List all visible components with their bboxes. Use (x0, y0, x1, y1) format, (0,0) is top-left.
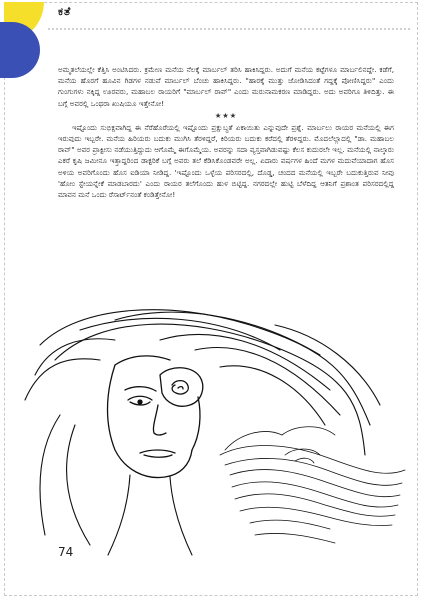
article-body (58, 64, 394, 200)
header-divider (48, 28, 410, 30)
face (108, 356, 203, 478)
paragraph-2: ಇಷ್ಟೊಂದು ಸುಭಿಕ್ಷವಾಗಿದ್ದ ಈ ನೆರೆಹೊರೆಯಲ್ಲಿ ಇಷ್ಟೊಂದು ಪ್ರಕ್ಷುಬ್ಧತೆ ಏಕಾಯಿತು ಎನ್ನುವುದೇ ಪ್ರಶ್ನೆ. ಮಾರ್ಬಲು ರಾಯರ ಮನೆಯಲ್ಲಿ ಈಗ ಇರುವುದು ಇಬ್ಬರೇ. ಮನೆಯ ಹಿರಿಯರು ಬದುಕು ಮುಗಿಸಿ ತೆರಳಿದ್ದರೆ, ಕಿರಿಯರು ಬದುಕು ಕರೆದಲ್ಲಿ ತೆರಳಿದ್ದರು. ಮೊದಲೆಲ್ಲಾದಲ್ಲಿ "ಡಾ. ಮಹಾಬಲ ರಾವ್" ಅವರ ಪ್ರಾಕ್ಟೀಸು ನಡೆಯುತ್ತಿದ್ದುದು ಆಗೊಮ್ಮೆ ಈಗೊಮ್ಮೆಯ. ಅವರನ್ನು ಸದಾ ವ್ಯಸ್ತವಾಗಿಡುವಷ್ಟು ಕೆಲಸ ಕುದುರಲೇ ಇಲ್ಲ. ಮನೆಯಲ್ಲಿ ನಾಲ್ಕಾರು ಎಕರೆ ಕೃಷಿ ಜಮೀನೂ ಇತ್ತಾದ್ದರಿಂದ ಡಾಕ್ಟರಿಕೆ ಬಗ್ಗೆ ಅವರು ತಲೆ ಕೆಡಿಸಿಕೊಂಡವರೇ ಅಲ್ಲ. ಏದಾರು ವರ್ಷಗಳ ಹಿಂದೆ ಮಗಳ ಮದುವೆಯಾದಾಗ ಹೊಸ ಅಳಿಯ ಅವರಿಗೊಂದು ಹೊಸ ಐಡಿಯಾ ನೀಡಿದ್ದ. 'ಇಷ್ಟೊಂದು ಒಳ್ಳೆಯ ಪರಿಸರದಲ್ಲಿ, ದೊಡ್ಡ, ಚಂದದ ಮನೆಯಲ್ಲಿ ಇಬ್ಬರೇ ಬದುಕುತ್ತಿರುವ ನೀವು 'ಹೋಂ ಸ್ಟೇಯನ್ನೇಕೆ ಮಾಡಬಾರದು' ಎಂದು ರಾಯರ ತಲೆಗೊಂದು ಹುಳ ಬಿಟ್ಟಿದ್ದ. ನಗರದಲ್ಲೇ ಹುಟ್ಟಿ ಬೆಳೆದಿದ್ದ ಆತನಿಗೆ ಪ್ರಶಾಂತ ಪರಿಸರದಲ್ಲಿದ್ದ ಮಾವನ ಮನೆ ಒಂದು ರೆಸಾರ್ಟ್‌ನಂತೆ ಕಂಡಿತ್ತೇನೋ! (58, 122, 394, 200)
woman-illustration (20, 305, 412, 560)
paragraph-1: ಅಮ್ಮತಲೆಯಲ್ಲೇ ಕೆತ್ತಿಸಿ ಅಂಟಿಸಿದರು. ಕ್ರಮೇಣ ಮನೆಯ ನೆಲಕ್ಕೆ ಮಾರ್ಬಲ್ ತರಿಸಿ ಹಾಕಿಸಿದ್ದರು. ಅದುಗೆ ಮನೆಯ ಕಟ್ಟೆಗಳೂ ಮಾರ್ಬಲಿನದ್ದೇ. ಕಡೆಗೆ, ಮನೆಯ ಹೊರಗೆ ಹೂವಿನ ಗಿಡಗಳ ನಡುವೆ ಮಾರ್ಬಲ್ ಬೆಂಚು ಹಾಕಿಸಿದ್ದರು. "ಹಾರಕ್ಕೆ ಮುತ್ತು ಜೋಡಿಸಿದಂತೆ ಗದ್ದಕ್ಕೆ ಪೋಣಿಸಿದ್ದರು" ಎಂದು ಗುಂಗುಗಳು ನಕ್ಕಿದ್ದ ಊರವರು, ಮಹಾಬಲ ರಾಯರಿಗೆ "ಮಾರ್ಬಲ್ ರಾವ್" ಎಂದು ಮರುನಾಮಕರಣ ಮಾಡಿದ್ದರು. ಅದು ಅವರಿಗೂ ತಿಳಿದಿತ್ತು. ಈ ಬಗ್ಗೆ ಅವರಲ್ಲಿ ಒಂಥರಾ ಖುಷಿಯೂ ಇತ್ತೇನೋ! (58, 65, 394, 108)
neck (108, 475, 192, 555)
hair-mass (220, 427, 405, 543)
hair-strands (25, 310, 380, 545)
page-number: 74 (58, 545, 74, 559)
section-title: ಕತೆ (58, 5, 72, 18)
section-separator: ★★★ (214, 110, 238, 120)
